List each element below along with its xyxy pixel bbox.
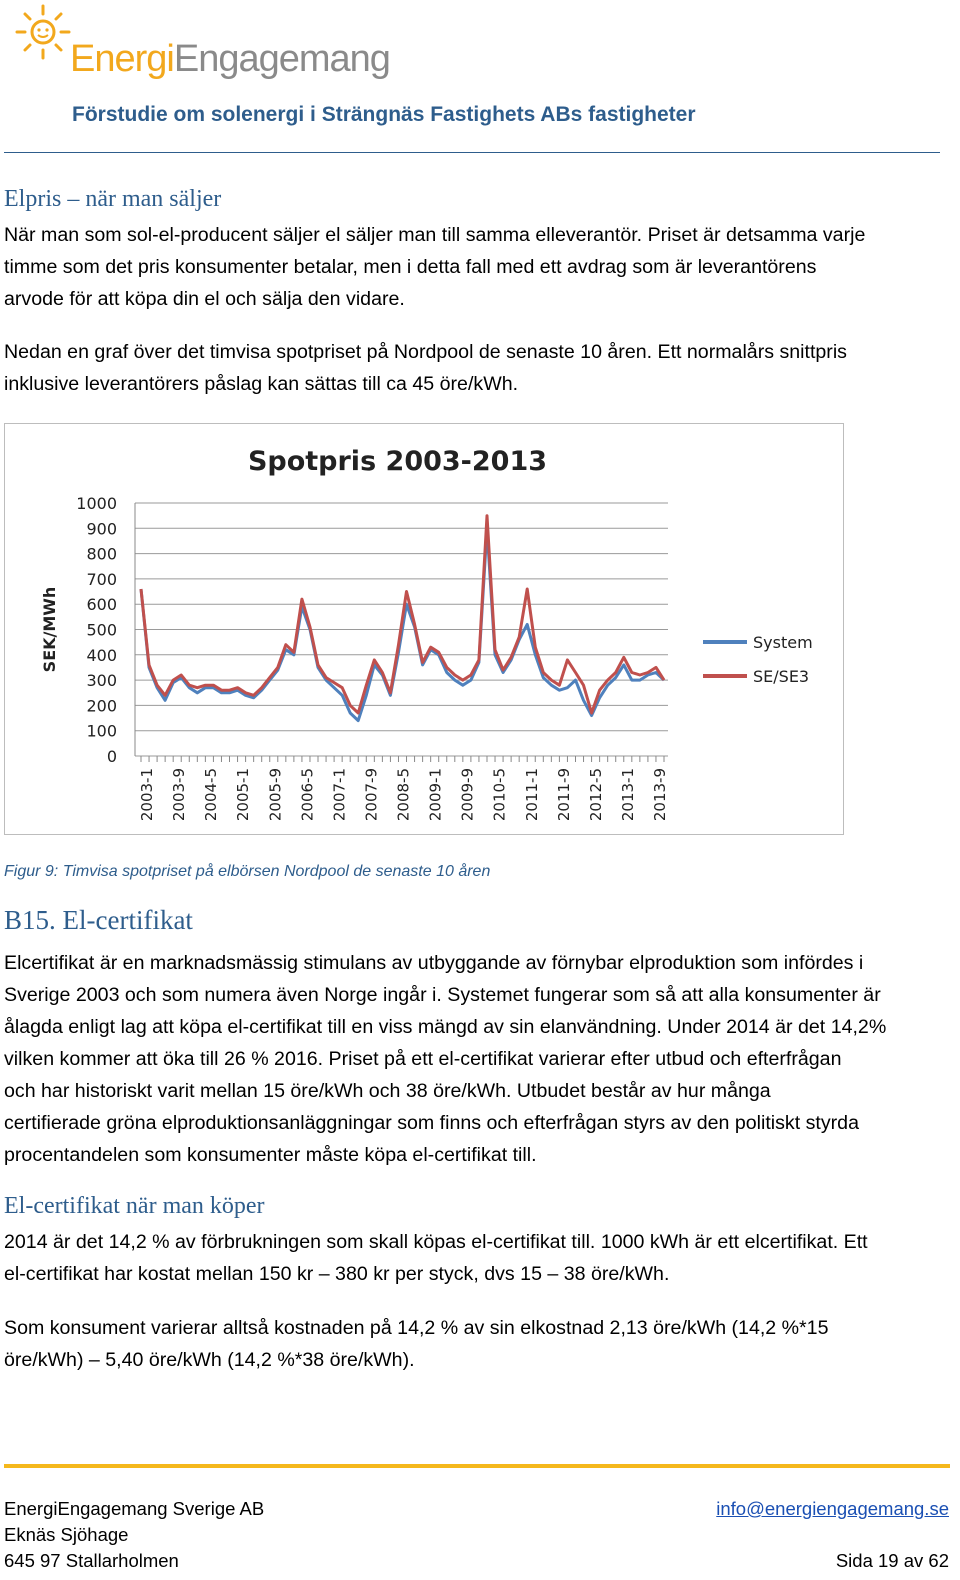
x-tick-label: 2011-9 — [554, 768, 573, 822]
section-heading-elcertifikat: B15. El-certifikat — [4, 905, 193, 935]
x-tick-label: 2005-1 — [234, 768, 253, 822]
x-tick-label: 2012-5 — [586, 768, 605, 822]
text-line: timme som det pris konsumenter betalar, men i detta fall med ett avdrag som är leverantörens — [4, 256, 817, 278]
section-heading-elpris: Elpris – när man säljer — [4, 186, 222, 212]
x-tick-label: 2006-5 — [298, 768, 317, 822]
document-title: Förstudie om solenergi i Strängnäs Fastighets ABs fastigheter — [72, 103, 696, 126]
text-line: ålagda enligt lag att köpa el-certifikat till en viss mängd av sin elanvändning. Under 2014 är det 14,2% — [4, 1016, 887, 1038]
text-line: Elcertifikat är en marknadsmässig stimulans av utbyggande av förnybar elproduktion som infördes i — [4, 952, 864, 974]
paragraph-elpris-2 — [4, 336, 949, 400]
logo-engagemang: Engagemang — [173, 38, 390, 80]
y-tick-label: 100 — [86, 721, 117, 741]
paragraph-koper-1 — [4, 1226, 949, 1290]
y-axis-label: SEK/MWh — [40, 586, 59, 673]
footer-company: EnergiEngagemang Sverige AB — [4, 1498, 265, 1519]
footer-address-line1: Eknäs Sjöhage — [4, 1524, 129, 1545]
text-line: och har historiskt varit mellan 15 öre/kWh och 38 öre/kWh. Utbudet består av hur många — [4, 1080, 771, 1102]
legend-label: System — [753, 633, 813, 652]
chart-title: Spotpris 2003-2013 — [247, 446, 548, 477]
text-line: certifierade gröna elproduktionsanläggningar som finns och efterfrågan styrs av den politiskt styrda — [4, 1112, 859, 1134]
y-tick-label: 300 — [86, 671, 117, 691]
text-line: När man som sol-el-producent säljer el säljer man till samma elleverantör. Priset är detsamma varje — [4, 224, 866, 246]
x-tick-label: 2009-9 — [458, 768, 477, 822]
x-tick-label: 2007-1 — [330, 768, 349, 822]
paragraph-koper-2 — [4, 1312, 949, 1376]
x-tick-label: 2009-1 — [426, 768, 445, 822]
x-tick-label: 2007-9 — [362, 768, 381, 822]
series-line-se-se3 — [141, 516, 664, 713]
footer-page-number: Sida 19 av 62 — [835, 1550, 949, 1571]
legend-label: SE/SE3 — [753, 667, 810, 686]
text-line: procentandelen som konsumenter måste köpa el-certifikat till. — [4, 1144, 537, 1166]
text-line: öre/kWh) – 5,40 öre/kWh (14,2 %*38 öre/kWh). — [4, 1349, 415, 1371]
y-tick-label: 0 — [106, 747, 117, 766]
y-tick-label: 700 — [86, 569, 117, 589]
x-tick-label: 2003-1 — [138, 768, 156, 822]
text-line: arvode för att köpa din el och sälja den vidare. — [4, 288, 405, 310]
x-tick-label: 2013-9 — [651, 768, 669, 822]
text-line: Som konsument varierar alltså kostnaden på 14,2 % av sin elkostnad 2,13 öre/kWh (14,2 %*15 — [4, 1317, 829, 1339]
footer-email-link[interactable]: info@energiengagemang.se — [716, 1498, 949, 1519]
text-line: Nedan en graf över det timvisa spotpriset på Nordpool de senaste 10 åren. Ett normalårs snittpris — [4, 341, 847, 363]
logo — [70, 40, 390, 78]
y-tick-label: 1000 — [76, 494, 117, 513]
y-tick-label: 200 — [86, 696, 117, 716]
section-heading-koper: El-certifikat när man köper — [4, 1193, 265, 1219]
footer-address — [4, 1496, 264, 1574]
x-tick-label: 2005-9 — [266, 768, 285, 822]
footer-address-line2: 645 97 Stallarholmen — [4, 1550, 179, 1571]
x-tick-label: 2011-1 — [522, 768, 541, 822]
text-line: Sverige 2003 och som numera även Norge ingår i. Systemet fungerar som så att alla konsumenter är — [4, 984, 881, 1006]
logo-energi: Energi — [70, 38, 174, 80]
paragraph-elpris-1 — [4, 219, 949, 315]
y-tick-label: 600 — [86, 595, 117, 615]
x-tick-label: 2004-5 — [202, 768, 221, 822]
x-tick-label: 2003-9 — [170, 768, 189, 822]
header-divider — [4, 152, 940, 153]
y-tick-label: 900 — [86, 519, 117, 539]
chart-frame — [4, 423, 844, 835]
x-tick-label: 2008-5 — [394, 768, 413, 822]
spotpris-chart — [5, 424, 843, 834]
paragraph-elcertifikat — [4, 947, 949, 1171]
y-tick-label: 500 — [86, 620, 117, 640]
text-line: 2014 är det 14,2 % av förbrukningen som skall köpas el-certifikat till. 1000 kWh är ett elcertifikat. Ett — [4, 1231, 868, 1253]
footer-divider — [4, 1464, 950, 1468]
y-tick-label: 800 — [86, 544, 117, 564]
x-tick-label: 2010-5 — [490, 768, 509, 822]
text-line: inklusive leverantörers påslag kan sättas till ca 45 öre/kWh. — [4, 373, 519, 395]
text-line: el-certifikat har kostat mellan 150 kr – 380 kr per styck, dvs 15 – 38 öre/kWh. — [4, 1263, 670, 1285]
text-line: vilken kommer att öka till 26 % 2016. Priset på ett el-certifikat varierar efter utbud och efterfrågan — [4, 1048, 842, 1070]
x-tick-label: 2013-1 — [618, 768, 637, 822]
y-tick-label: 400 — [86, 645, 117, 665]
figure-caption: Figur 9: Timvisa spotpriset på elbörsen Nordpool de senaste 10 åren — [4, 863, 491, 880]
